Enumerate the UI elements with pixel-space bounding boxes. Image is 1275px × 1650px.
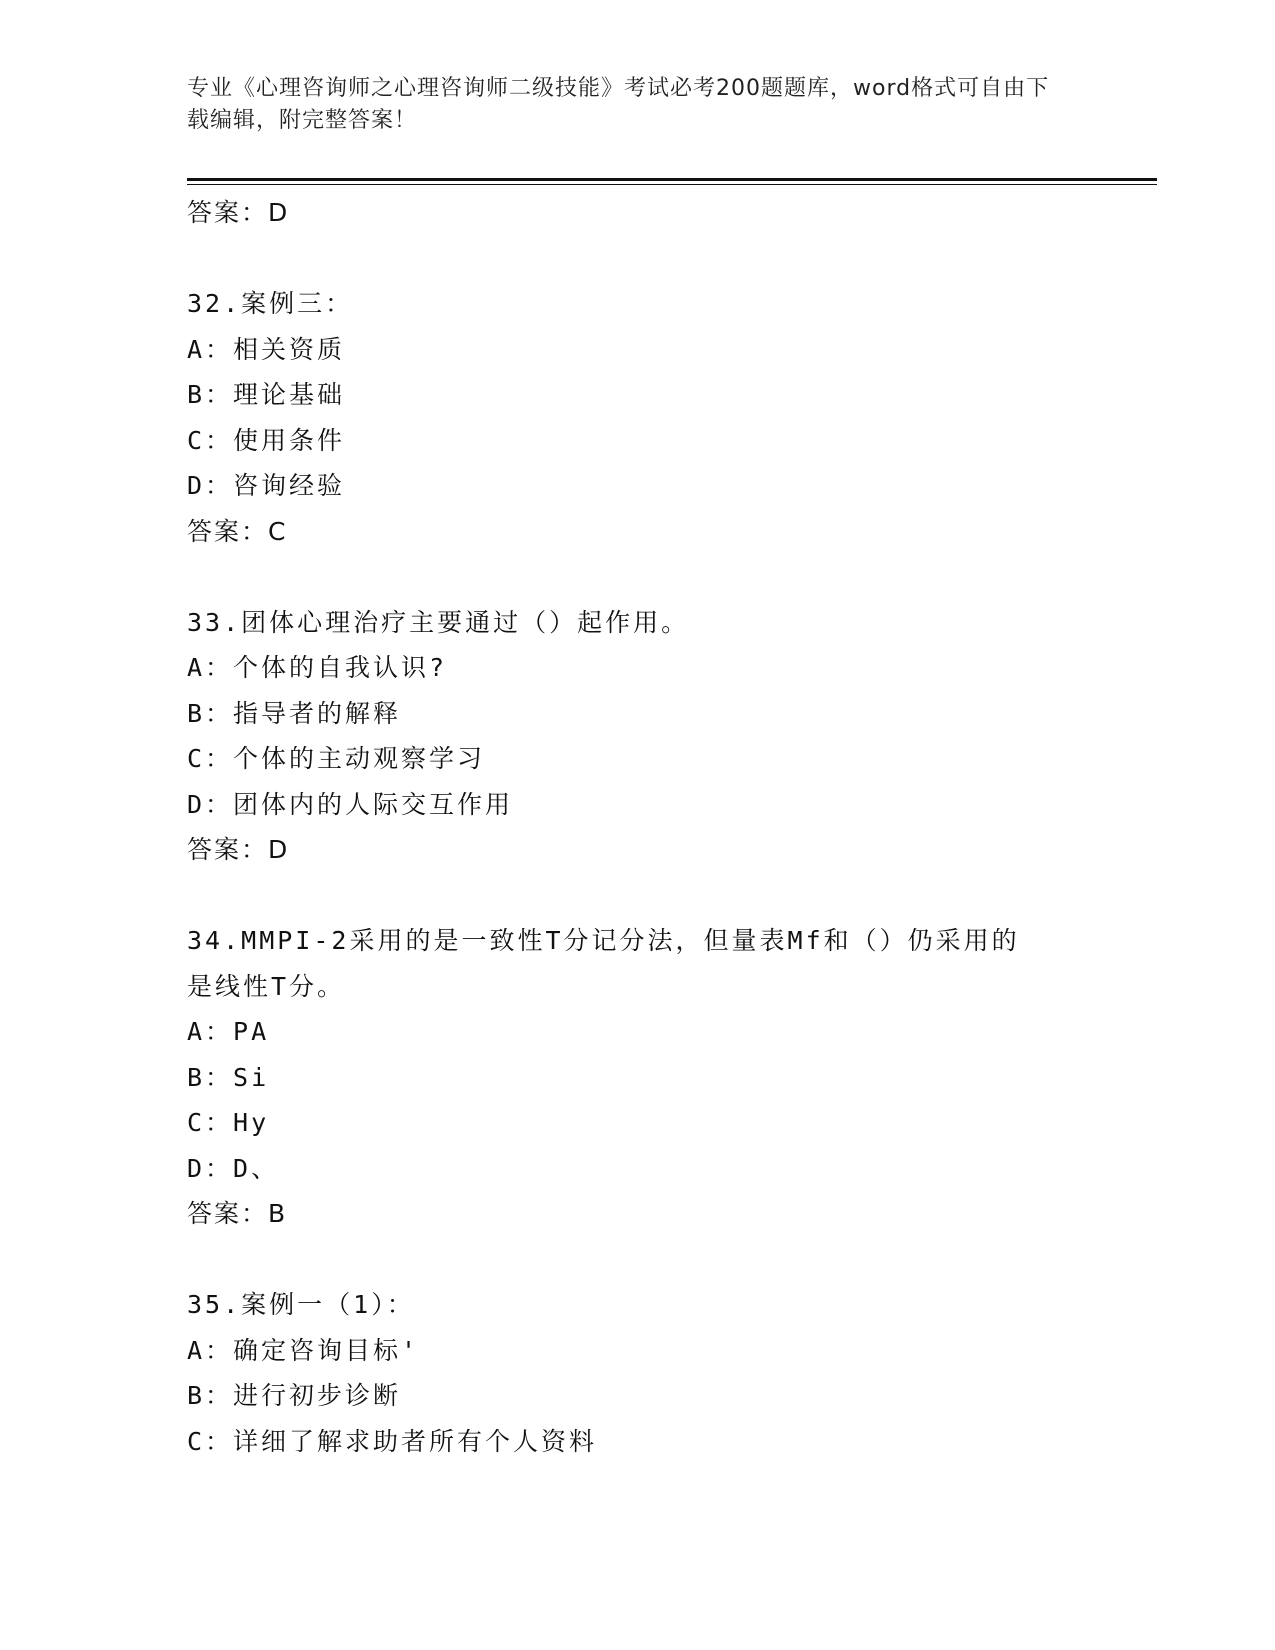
spacer [187, 554, 1087, 600]
spacer [187, 873, 1087, 919]
header-divider-thin [187, 184, 1157, 185]
question-33 [187, 600, 1087, 873]
option-a: A：相关资质 [187, 334, 346, 364]
spacer [187, 236, 1087, 282]
option-d: D：团体内的人际交互作用 [187, 789, 514, 819]
option-c: C：详细了解求助者所有个人资料 [187, 1426, 598, 1456]
option-b: B：指导者的解释 [187, 698, 402, 728]
option-b: B：理论基础 [187, 380, 346, 409]
question-stem: 33.团体心理治疗主要通过（）起作用。 [187, 607, 690, 637]
answer: 答案：B [187, 1199, 288, 1228]
question-list [187, 190, 1087, 1464]
option-d: D：D、 [187, 1153, 280, 1183]
spacer [187, 1237, 1087, 1283]
document-header: 专业《心理咨询师之心理咨询师二级技能》考试必考200题题库，word格式可自由下载编辑，附完整答案！ [187, 76, 1050, 133]
question-stem: 32.案例三： [187, 289, 354, 318]
option-b: B：进行初步诊断 [187, 1381, 402, 1410]
option-c: C：Hy [187, 1108, 270, 1137]
answer: 答案：D [187, 835, 290, 864]
question-34 [187, 918, 1087, 1237]
option-d: D：咨询经验 [187, 471, 346, 500]
option-a: A：确定咨询目标' [187, 1335, 420, 1365]
option-c: C：个体的主动观察学习 [187, 744, 486, 773]
question-35 [187, 1282, 1087, 1464]
question-stem: 34.MMPI-2采用的是一致性T分记分法，但量表Mf和（）仍采用的是线性T分。 [187, 926, 1020, 1001]
answer: 答案：C [187, 516, 288, 546]
option-c: C：使用条件 [187, 425, 346, 455]
header-divider-thick [187, 178, 1157, 181]
option-b: B：Si [187, 1062, 270, 1092]
option-a: A：个体的自我认识? [187, 653, 448, 682]
question-stem: 35.案例一（1）： [187, 1290, 415, 1319]
question-32 [187, 281, 1087, 554]
previous-answer: 答案：D [187, 198, 290, 227]
option-a: A：PA [187, 1017, 270, 1046]
